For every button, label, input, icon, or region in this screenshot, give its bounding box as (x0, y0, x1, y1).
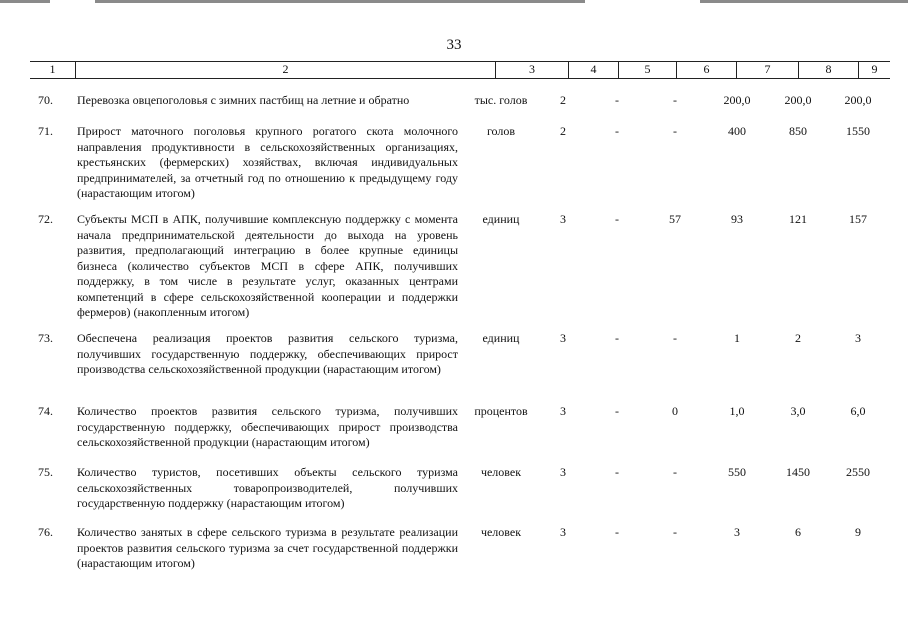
row-col-9: 9 (855, 525, 861, 539)
row-col-9: 200,0 (844, 93, 872, 107)
row-col-7: 3 (734, 525, 740, 539)
row-col-5: - (615, 331, 619, 345)
header-col-9: 9 (858, 62, 890, 78)
header-col-3: 3 (495, 62, 568, 78)
header-col-5: 5 (618, 62, 676, 78)
row-col-5: - (615, 212, 619, 226)
row-unit: единиц (482, 331, 520, 345)
row-unit: процентов (474, 404, 528, 418)
row-col-9: 2550 (846, 465, 870, 479)
row-col-8: 6 (795, 525, 801, 539)
header-col-1: 1 (49, 62, 56, 76)
scan-edge-line-mid (95, 0, 585, 3)
row-col-5: - (615, 525, 619, 539)
row-unit: голов (486, 124, 516, 138)
row-col-4: 2 (560, 93, 566, 107)
row-unit: человек (480, 465, 522, 479)
row-number: 76. (38, 525, 53, 539)
row-col-7: 93 (731, 212, 743, 226)
row-col-6: - (673, 331, 677, 345)
row-col-8: 3,0 (790, 404, 806, 418)
row-col-9: 157 (849, 212, 867, 226)
row-col-4: 3 (560, 465, 566, 479)
page-number: 33 (446, 37, 462, 53)
row-col-8: 121 (789, 212, 807, 226)
row-col-4: 3 (560, 404, 566, 418)
row-col-4: 3 (560, 525, 566, 539)
header-col-4: 4 (568, 62, 618, 78)
row-col-5: - (615, 124, 619, 138)
row-col-5: - (615, 465, 619, 479)
row-number: 74. (38, 404, 53, 418)
row-col-9: 1550 (846, 124, 870, 138)
row-col-7: 1,0 (729, 404, 745, 418)
row-col-9: 3 (855, 331, 861, 345)
row-col-8: 850 (789, 124, 807, 138)
row-col-8: 200,0 (784, 93, 812, 107)
row-description: Обеспечена реализация проектов развития сельского туризма, получивших государственную поддержку, обеспечивающих прирост производства сельскохозяйственной продукции (нарастающим итогом) (77, 331, 458, 376)
row-description: Субъекты МСП в АПК, получившие комплексную поддержку с момента начала предпринимательской деятельности до выхода на уровень развития, предполагающий интеграцию в более крупные единицы бизнеса (количество субъектов МСП в сфере АПК, получивших поддержку, в том числе в результате услуг, оказанных центрами компетенций в сфере сельскохозяйственной кооперации и поддержки фермеров) (накопленным итогом) (77, 212, 458, 319)
scan-edge-line-left (0, 0, 50, 3)
row-col-6: - (673, 93, 677, 107)
row-description: Количество туристов, посетивших объекты сельского туризма сельскохозяйственных товаропроизводителей, получивших государственную поддержку (нарастающим итогом) (77, 465, 458, 510)
row-col-8: 2 (795, 331, 801, 345)
row-number: 71. (38, 124, 53, 138)
row-col-6: 0 (672, 404, 678, 418)
row-unit: человек (480, 525, 522, 539)
header-col-6: 6 (676, 62, 736, 78)
row-col-7: 400 (728, 124, 746, 138)
header-col-2: 2 (75, 62, 495, 78)
row-number: 75. (38, 465, 53, 479)
header-col-8: 8 (798, 62, 858, 78)
row-col-6: 57 (669, 212, 681, 226)
row-col-5: - (615, 404, 619, 418)
row-col-6: - (673, 525, 677, 539)
row-description: Прирост маточного поголовья крупного рогатого скота молочного направления продуктивности в сельскохозяйственных организациях, крестьянских (фермерских) хозяйствах, включая индивидуальных предпринимателей, за отчетный год по отношению к предыдущему году (нарастающим итогом) (77, 124, 458, 200)
row-col-9: 6,0 (850, 404, 866, 418)
table-header (30, 61, 890, 79)
row-col-4: 3 (560, 331, 566, 345)
row-unit: единиц (482, 212, 520, 226)
row-col-4: 2 (560, 124, 566, 138)
row-number: 72. (38, 212, 53, 226)
row-description: Количество проектов развития сельского туризма, получивших государственную поддержку, обеспечивающих прирост производства сельскохозяйственной продукции (нарастающим итогом) (77, 404, 458, 449)
header-col-7: 7 (736, 62, 798, 78)
row-col-6: - (673, 124, 677, 138)
row-description: Перевозка овцепоголовья с зимних пастбищ на летние и обратно (77, 93, 410, 107)
row-col-7: 200,0 (723, 93, 751, 107)
row-number: 70. (38, 93, 53, 107)
row-number: 73. (38, 331, 53, 345)
scan-edge-line-right (700, 0, 908, 3)
row-unit: тыс. голов (474, 93, 528, 107)
row-col-6: - (673, 465, 677, 479)
row-col-4: 3 (560, 212, 566, 226)
row-description: Количество занятых в сфере сельского туризма в результате реализации проектов развития сельского туризма за счет государственной поддержки (нарастающим итогом) (77, 525, 458, 570)
row-col-7: 550 (728, 465, 746, 479)
row-col-7: 1 (734, 331, 740, 345)
row-col-5: - (615, 93, 619, 107)
row-col-8: 1450 (786, 465, 810, 479)
